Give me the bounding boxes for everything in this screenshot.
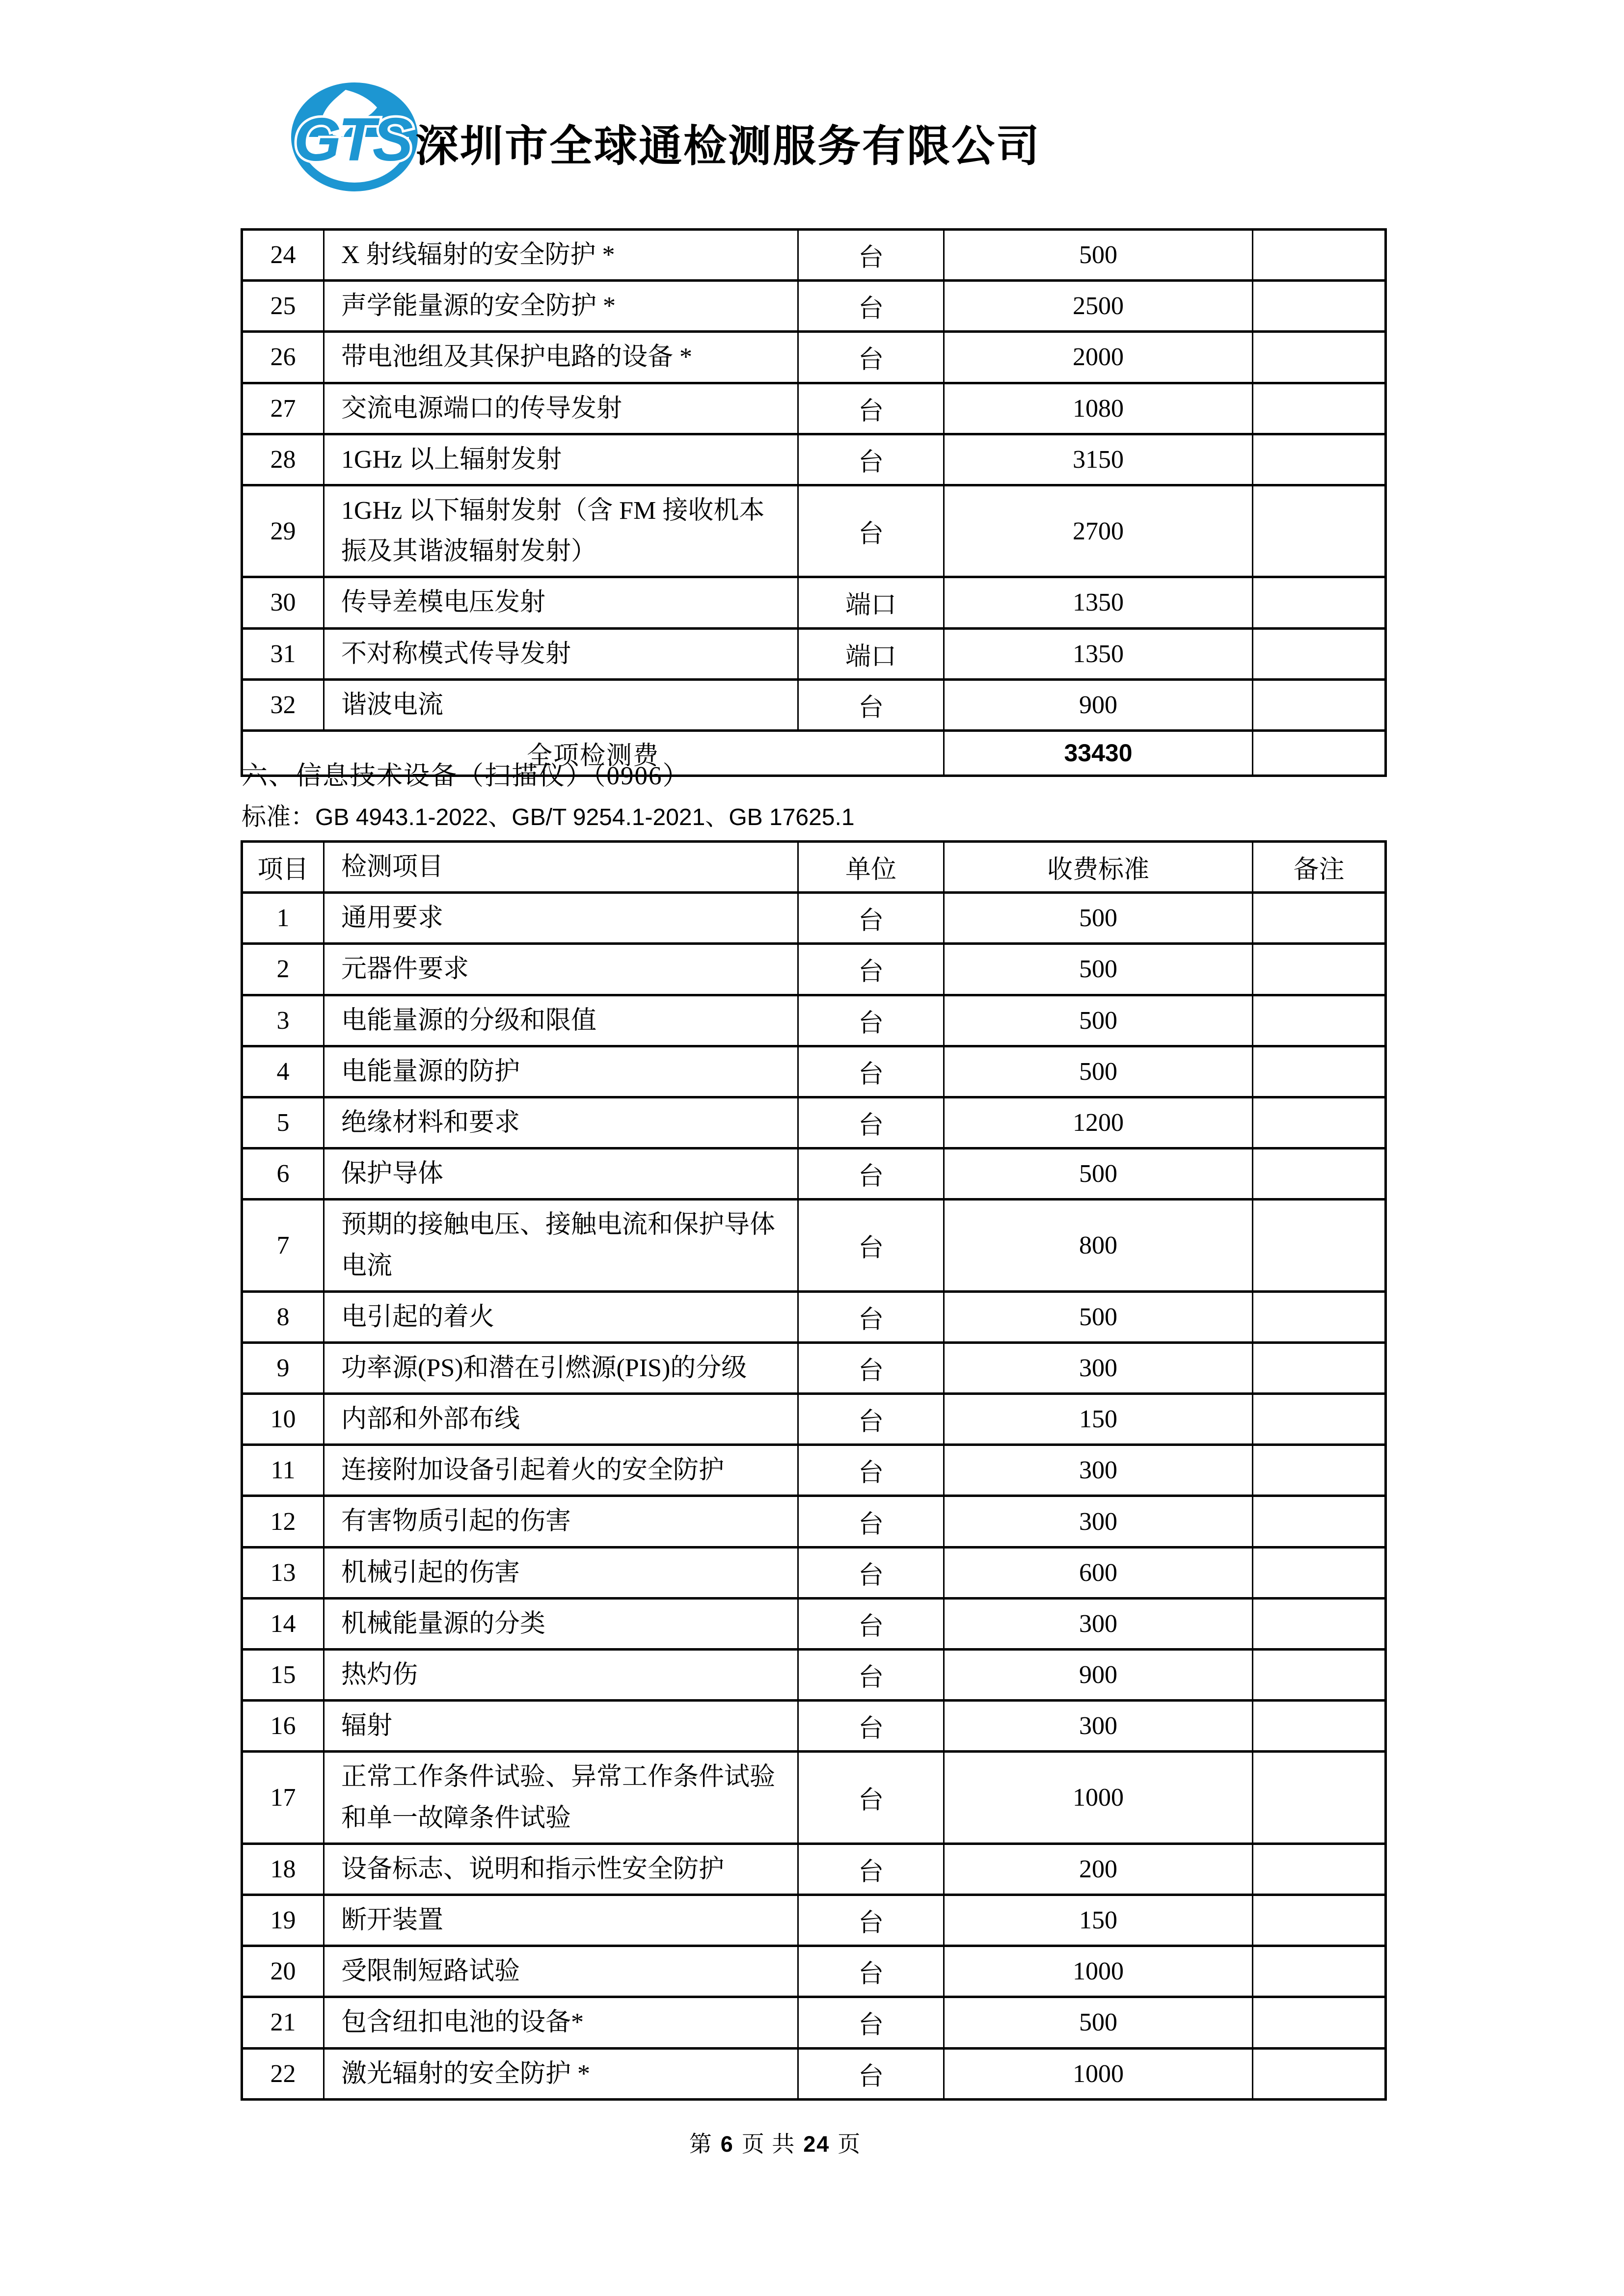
table2-cell-item: 内部和外部布线 xyxy=(324,1394,798,1445)
table2-cell-no: 2 xyxy=(242,944,324,995)
standards-label: 标准： xyxy=(242,803,315,830)
table2-cell-no: 5 xyxy=(242,1097,324,1148)
table2-cell-unit: 台 xyxy=(798,1342,944,1393)
table2-cell-note xyxy=(1253,1394,1386,1445)
table1-cell-fee: 2700 xyxy=(944,485,1253,577)
table2-cell-no: 8 xyxy=(242,1291,324,1342)
table2-cell-no: 22 xyxy=(242,2048,324,2099)
table2-cell-unit: 台 xyxy=(798,1148,944,1200)
table2-cell-no: 13 xyxy=(242,1547,324,1598)
table2-row xyxy=(242,995,1386,1046)
fee-table-continued xyxy=(241,228,1387,777)
table2-cell-no: 6 xyxy=(242,1148,324,1200)
table2-cell-note xyxy=(1253,2048,1386,2099)
table2-row xyxy=(242,1895,1386,1946)
table2-cell-unit: 台 xyxy=(798,893,944,944)
table2-cell-no: 7 xyxy=(242,1200,324,1291)
table2-cell-fee: 150 xyxy=(944,1895,1253,1946)
table2-cell-note xyxy=(1253,1148,1386,1200)
table2-cell-fee: 1000 xyxy=(944,1946,1253,1997)
total-label: 全项检测费 xyxy=(242,730,944,775)
table2-cell-fee: 1000 xyxy=(944,1752,1253,1843)
table2-cell-item: 保护导体 xyxy=(324,1148,798,1200)
table2-row xyxy=(242,1598,1386,1649)
table2-cell-no: 14 xyxy=(242,1598,324,1649)
table1-cell-unit: 台 xyxy=(798,679,944,730)
table1-cell-fee: 2500 xyxy=(944,281,1253,332)
table1-cell-unit: 端口 xyxy=(798,628,944,679)
table2-cell-fee: 800 xyxy=(944,1200,1253,1291)
table2-cell-no: 9 xyxy=(242,1342,324,1393)
table2-cell-item: 设备标志、说明和指示性安全防护 xyxy=(324,1843,798,1895)
table2-cell-note xyxy=(1253,1547,1386,1598)
table1-row xyxy=(242,577,1386,628)
table1-cell-item: 交流电源端口的传导发射 xyxy=(324,383,798,434)
table2-cell-note xyxy=(1253,944,1386,995)
table2-row xyxy=(242,1843,1386,1895)
table1-cell-item: 传导差模电压发射 xyxy=(324,577,798,628)
table1-row xyxy=(242,332,1386,383)
table2-row xyxy=(242,1997,1386,2048)
table2-cell-unit: 台 xyxy=(798,944,944,995)
table2-cell-fee: 600 xyxy=(944,1547,1253,1598)
table2-cell-note xyxy=(1253,1997,1386,2048)
table1-cell-fee: 1350 xyxy=(944,628,1253,679)
table1-cell-no: 24 xyxy=(242,230,324,281)
table2-cell-no: 10 xyxy=(242,1394,324,1445)
table2-cell-unit: 台 xyxy=(798,1598,944,1649)
footer-prefix: 第 xyxy=(689,2132,713,2157)
table2-cell-item: 受限制短路试验 xyxy=(324,1946,798,1997)
fee-table-scanner-table xyxy=(241,840,1387,2101)
table1-cell-unit: 台 xyxy=(798,230,944,281)
table2-row xyxy=(242,1394,1386,1445)
table2-cell-unit: 台 xyxy=(798,1547,944,1598)
table2-row xyxy=(242,944,1386,995)
table1-cell-no: 31 xyxy=(242,628,324,679)
table2-row xyxy=(242,1752,1386,1843)
table2-cell-no: 19 xyxy=(242,1895,324,1946)
table1-cell-note xyxy=(1253,628,1386,679)
table1-cell-note xyxy=(1253,281,1386,332)
table2-row xyxy=(242,893,1386,944)
fee-table-continued-table xyxy=(241,228,1387,777)
table1-row xyxy=(242,383,1386,434)
table2-cell-unit: 台 xyxy=(798,1946,944,1997)
table1-cell-item: 不对称模式传导发射 xyxy=(324,628,798,679)
table2-cell-fee: 200 xyxy=(944,1843,1253,1895)
table1-cell-item: 谐波电流 xyxy=(324,679,798,730)
table2-cell-fee: 500 xyxy=(944,1148,1253,1200)
table2-cell-item: 激光辐射的安全防护 * xyxy=(324,2048,798,2099)
logo-gts-text: GTS xyxy=(294,106,410,174)
table1-cell-note xyxy=(1253,485,1386,577)
table2-cell-fee: 300 xyxy=(944,1496,1253,1547)
table2-cell-fee: 1000 xyxy=(944,2048,1253,2099)
table1-cell-unit: 台 xyxy=(798,281,944,332)
company-logo xyxy=(271,81,433,199)
total-fee: 33430 xyxy=(944,730,1253,775)
table1-cell-note xyxy=(1253,577,1386,628)
table2-cell-unit: 台 xyxy=(798,1291,944,1342)
table1-cell-no: 30 xyxy=(242,577,324,628)
table2-cell-item: 元器件要求 xyxy=(324,944,798,995)
table1-cell-item: 带电池组及其保护电路的设备 * xyxy=(324,332,798,383)
table2-cell-item: 机械能量源的分类 xyxy=(324,1598,798,1649)
table2-row xyxy=(242,1445,1386,1496)
table1-row xyxy=(242,485,1386,577)
table1-cell-no: 29 xyxy=(242,485,324,577)
table2-cell-note xyxy=(1253,1097,1386,1148)
table2-cell-item: 通用要求 xyxy=(324,893,798,944)
table1-cell-note xyxy=(1253,332,1386,383)
table2-row xyxy=(242,1046,1386,1097)
table2-cell-no: 18 xyxy=(242,1843,324,1895)
header-unit: 单位 xyxy=(798,842,944,893)
table2-cell-no: 4 xyxy=(242,1046,324,1097)
table1-row xyxy=(242,628,1386,679)
table2-cell-no: 12 xyxy=(242,1496,324,1547)
table1-cell-unit: 台 xyxy=(798,485,944,577)
table2-cell-no: 3 xyxy=(242,995,324,1046)
table1-cell-no: 26 xyxy=(242,332,324,383)
table2-cell-note xyxy=(1253,1496,1386,1547)
table1-cell-no: 28 xyxy=(242,434,324,485)
table2-row xyxy=(242,2048,1386,2099)
table1-cell-item: 声学能量源的安全防护 * xyxy=(324,281,798,332)
standards-value: GB 4943.1-2022、GB/T 9254.1-2021、GB 17625.1 xyxy=(315,804,855,830)
table1-cell-unit: 台 xyxy=(798,383,944,434)
table2-cell-fee: 500 xyxy=(944,1997,1253,2048)
header-item: 检测项目 xyxy=(324,842,798,893)
table1-cell-fee: 1080 xyxy=(944,383,1253,434)
table2-cell-unit: 台 xyxy=(798,1046,944,1097)
table2-row xyxy=(242,1946,1386,1997)
table2-cell-note xyxy=(1253,1946,1386,1997)
fee-table-scanner xyxy=(241,840,1387,2101)
table2-cell-fee: 300 xyxy=(944,1701,1253,1752)
table2-cell-fee: 1200 xyxy=(944,1097,1253,1148)
table2-row xyxy=(242,1342,1386,1393)
table2-cell-unit: 台 xyxy=(798,1997,944,2048)
table2-cell-item: 电引起的着火 xyxy=(324,1291,798,1342)
table2-cell-unit: 台 xyxy=(798,1394,944,1445)
table2-cell-unit: 台 xyxy=(798,1496,944,1547)
table2-cell-item: 辐射 xyxy=(324,1701,798,1752)
header-no: 项目 xyxy=(242,842,324,893)
table2-cell-no: 16 xyxy=(242,1701,324,1752)
table2-cell-unit: 台 xyxy=(798,995,944,1046)
table2-cell-unit: 台 xyxy=(798,1650,944,1701)
table2-cell-fee: 500 xyxy=(944,1046,1253,1097)
table2-cell-item: 电能量源的防护 xyxy=(324,1046,798,1097)
table2-cell-item: 断开装置 xyxy=(324,1895,798,1946)
table2-row xyxy=(242,1097,1386,1148)
table2-cell-no: 11 xyxy=(242,1445,324,1496)
total-note-cell xyxy=(1253,730,1386,775)
table2-cell-no: 17 xyxy=(242,1752,324,1843)
table2-cell-item: 连接附加设备引起着火的安全防护 xyxy=(324,1445,798,1496)
table2-row xyxy=(242,1547,1386,1598)
table2-row xyxy=(242,1701,1386,1752)
table2-cell-item: 有害物质引起的伤害 xyxy=(324,1496,798,1547)
table1-cell-fee: 2000 xyxy=(944,332,1253,383)
table2-cell-unit: 台 xyxy=(798,2048,944,2099)
table1-cell-no: 25 xyxy=(242,281,324,332)
table2-cell-fee: 500 xyxy=(944,995,1253,1046)
table1-cell-item: X 射线辐射的安全防护 * xyxy=(324,230,798,281)
table2-cell-no: 15 xyxy=(242,1650,324,1701)
table2-cell-fee: 500 xyxy=(944,1291,1253,1342)
table2-cell-item: 功率源(PS)和潜在引燃源(PIS)的分级 xyxy=(324,1342,798,1393)
table-header-row xyxy=(242,842,1386,893)
table1-cell-fee: 3150 xyxy=(944,434,1253,485)
footer-suffix: 页 xyxy=(838,2132,862,2157)
table2-cell-note xyxy=(1253,995,1386,1046)
company-name: 深圳市全球通检测服务有限公司 xyxy=(415,123,1041,171)
table1-cell-fee: 500 xyxy=(944,230,1253,281)
table2-cell-unit: 台 xyxy=(798,1445,944,1496)
table2-row xyxy=(242,1200,1386,1291)
header-fee: 收费标准 xyxy=(944,842,1253,893)
table1-cell-item: 1GHz 以上辐射发射 xyxy=(324,434,798,485)
table1-cell-note xyxy=(1253,434,1386,485)
table2-cell-item: 包含纽扣电池的设备* xyxy=(324,1997,798,2048)
table1-cell-note xyxy=(1253,679,1386,730)
table2-cell-note xyxy=(1253,1200,1386,1291)
table2-cell-item: 电能量源的分级和限值 xyxy=(324,995,798,1046)
table2-cell-unit: 台 xyxy=(798,1097,944,1148)
table2-cell-item: 机械引起的伤害 xyxy=(324,1547,798,1598)
table2-cell-unit: 台 xyxy=(798,1701,944,1752)
globe-gts-icon xyxy=(271,81,433,199)
table1-cell-item: 1GHz 以下辐射发射（含 FM 接收机本振及其谐波辐射发射） xyxy=(324,485,798,577)
table1-row xyxy=(242,230,1386,281)
table2-cell-note xyxy=(1253,1752,1386,1843)
table2-cell-fee: 900 xyxy=(944,1650,1253,1701)
table2-cell-unit: 台 xyxy=(798,1200,944,1291)
header-note: 备注 xyxy=(1253,842,1386,893)
table2-cell-no: 21 xyxy=(242,1997,324,2048)
standards-line xyxy=(242,797,855,832)
footer-total-pages: 24 xyxy=(803,2132,830,2157)
table1-cell-unit: 台 xyxy=(798,332,944,383)
table2-cell-note xyxy=(1253,1701,1386,1752)
table2-cell-fee: 300 xyxy=(944,1445,1253,1496)
table1-cell-no: 32 xyxy=(242,679,324,730)
table2-cell-fee: 500 xyxy=(944,944,1253,995)
table2-cell-item: 预期的接触电压、接触电流和保护导体电流 xyxy=(324,1200,798,1291)
table2-cell-no: 20 xyxy=(242,1946,324,1997)
table2-cell-item: 正常工作条件试验、异常工作条件试验和单一故障条件试验 xyxy=(324,1752,798,1843)
table1-row xyxy=(242,679,1386,730)
footer-middle: 页 共 xyxy=(741,2132,796,2157)
table2-cell-unit: 台 xyxy=(798,1843,944,1895)
table1-cell-no: 27 xyxy=(242,383,324,434)
table2-row xyxy=(242,1148,1386,1200)
table2-cell-unit: 台 xyxy=(798,1895,944,1946)
table2-row xyxy=(242,1496,1386,1547)
table2-cell-unit: 台 xyxy=(798,1752,944,1843)
table2-cell-note xyxy=(1253,1843,1386,1895)
table2-cell-item: 热灼伤 xyxy=(324,1650,798,1701)
section-title: 六、信息技术设备（扫描仪）（0906） xyxy=(242,762,690,790)
table2-cell-fee: 300 xyxy=(944,1598,1253,1649)
table1-row xyxy=(242,434,1386,485)
table2-cell-fee: 150 xyxy=(944,1394,1253,1445)
page-footer xyxy=(0,2126,1624,2159)
table2-row xyxy=(242,1650,1386,1701)
table2-cell-note xyxy=(1253,1046,1386,1097)
table2-cell-fee: 500 xyxy=(944,893,1253,944)
table1-cell-unit: 端口 xyxy=(798,577,944,628)
footer-page-number: 6 xyxy=(720,2132,734,2157)
table1-cell-note xyxy=(1253,383,1386,434)
table2-cell-fee: 300 xyxy=(944,1342,1253,1393)
table2-cell-no: 1 xyxy=(242,893,324,944)
table1-cell-fee: 900 xyxy=(944,679,1253,730)
table2-cell-note xyxy=(1253,1342,1386,1393)
table1-row xyxy=(242,281,1386,332)
table2-cell-note xyxy=(1253,1895,1386,1946)
table2-cell-item: 绝缘材料和要求 xyxy=(324,1097,798,1148)
table1-cell-fee: 1350 xyxy=(944,577,1253,628)
table2-cell-note xyxy=(1253,1598,1386,1649)
table2-cell-note xyxy=(1253,1291,1386,1342)
table2-row xyxy=(242,1291,1386,1342)
table1-cell-note xyxy=(1253,230,1386,281)
table1-cell-unit: 台 xyxy=(798,434,944,485)
table2-cell-note xyxy=(1253,893,1386,944)
table2-cell-note xyxy=(1253,1650,1386,1701)
table2-cell-note xyxy=(1253,1445,1386,1496)
